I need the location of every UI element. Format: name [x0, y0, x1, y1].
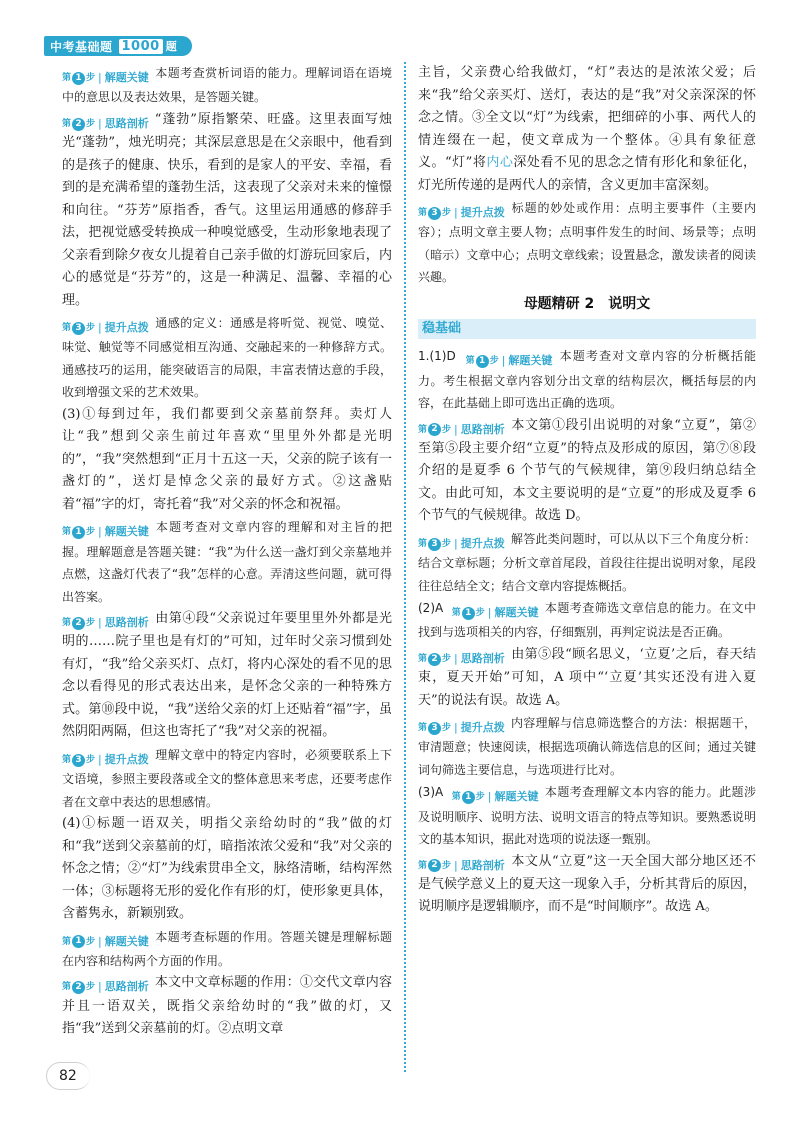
analysis-text: 本文中文章标题的作用：①交代文章内容并且一语双关，既指父亲给幼时的“我”做的灯，又指“我”送到父亲墓前的灯。②点明文章 — [62, 975, 392, 1036]
answer-block — [418, 415, 756, 528]
section-title: 母题精研 2 说明文 — [523, 295, 651, 312]
answer-block — [62, 744, 392, 813]
step-badge-2: 第 2 步 | 思路剖析 — [418, 858, 505, 872]
answer-block — [418, 528, 756, 597]
series-suffix: 题 — [165, 40, 178, 53]
step-badge-1: 第 1 步 | 解题关键 — [465, 354, 553, 368]
answer-block — [418, 345, 756, 414]
question-number: (3)A — [418, 785, 444, 800]
step-badge-1: 第 1 步 | 解题关键 — [62, 71, 149, 84]
analysis-text: 由第⑤段“顾名思义，‘立夏’之后，春天结束，夏天开始”可知，A 项中“‘立夏’其实还没有进入夏天”的说法有误。故选 A。 — [418, 646, 756, 708]
step-badge-3: 第 3 步 | 提升点拨 — [418, 721, 505, 734]
section-banner: 稳基础 — [418, 319, 756, 339]
step-badge-1: 第 1 步 | 解题关键 — [62, 525, 149, 539]
analysis-text: “蓬勃”原指繁荣、旺盛。这里表面写烛光“蓬勃”，烛光明亮；其深层意思是在父亲眼中，他看到的是孩子的健康、快乐，看到的是家人的平安、幸福，看到的是充满希望的蓬勃生活，这表现了父亲对未来的憧憬和向往。“芬芳”原指香，香气。这里运用通感的修辞手法，把视觉感受转换成一种嗅觉感受，生动形象地表现了父亲看到除夕夜女儿提着自己亲手做的灯游玩回家后，内心的感觉是“芬芳”的，这是一种满足、温馨、幸福的心理。 — [62, 111, 392, 308]
answer-block — [62, 109, 392, 312]
step-badge-2: 第 2 步 | 思路剖析 — [62, 616, 149, 629]
question-number: 1.(1)D — [418, 349, 456, 364]
highlight-text: 内心 — [486, 155, 514, 170]
tip-text: 内容理解与信息筛选整合的方法：根据题干，审清题意；快速阅读，根据选项确认筛选信息的区间；通过关键词句筛选主要信息，与选项进行比对。 — [418, 716, 756, 777]
answer-block — [418, 644, 756, 712]
answer-block — [62, 312, 392, 404]
analysis-text: 本文第①段引出说明的对象“立夏”，第②至第⑤段主要介绍“立夏”的特点及形成的原因，第⑦⑧段介绍的是夏季 6 个节气的气候规律，第⑨段归纳总结全文。由此可知，本文主要说明的是“立夏”的形成及夏季 6 个节气的气候规律。故选 D。 — [418, 417, 756, 524]
step-badge-3: 第 3 步 | 提升点拨 — [418, 206, 505, 219]
key-text: 本题考查理解文本内容的能力。此题涉及说明顺序、说明方法、说明文语言的特点等知识。要熟悉说明文的基本知识，据此对选项的说法逐一甄别。 — [418, 785, 756, 846]
step-badge-1: 第 1 步 | 解题关键 — [62, 934, 149, 948]
answer-block — [62, 608, 392, 744]
answer-text: (4)①标题一语双关，明指父亲给幼时的“我”做的灯和“我”送到父亲墓前的灯，暗指浓浓父爱和“我”对父亲的怀念之情；②“灯”为线索贯串全文，脉络清晰，结构浑然一体；③标题将无形的爱化作有形的灯，使形象更具体，含蓄隽永，新颖别致。 — [62, 816, 392, 921]
step-badge-3: 第 3 步 | 提升点拨 — [62, 752, 149, 766]
series-title: 中考基础题 — [50, 39, 113, 54]
tip-text: 解答此类问题时，可以从以下三个角度分析：结合文章标题；分析文章首尾段，首段往往提出说明对象，尾段往往总结全文；结合文章内容提炼概括。 — [418, 531, 756, 593]
tip-text: 标题的妙处或作用：点明主要事件（主要内容）；点明文章主要人物；点明事件发生的时间、场景等；点明（暗示）文章中心；点明文章线索；设置悬念，激发读者的阅读兴趣。 — [418, 201, 756, 285]
answer-block — [418, 712, 756, 781]
question-number: (2)A — [418, 601, 444, 615]
page-number: 82 — [46, 1062, 90, 1090]
answer-block — [62, 62, 392, 109]
answer-text: 主旨，父亲费心给我做灯，“灯”表达的是浓浓父爱；后来“我”给父亲买灯、送灯，表达的是“我”对父亲深深的怀念之情。③全文以“灯”为线索，把细碎的小事、两代人的情连缀在一起，使文章成为一个整体。④具有象征意义。“灯”将内心深处看不见的思念之情有形化和象征化，灯光所传递的是两代人的亲情，含义更加丰富深刻。 — [418, 65, 756, 193]
step-badge-1: 第 1 步 | 解题关键 — [451, 606, 539, 619]
right-column — [418, 62, 756, 919]
answer-block — [418, 851, 756, 919]
tip-text: 理解文章中的特定内容时，必须要联系上下文语境，参照主要段落或全文的整体意思来考虑，还要考虑作者在文章中表达的思想感情。 — [62, 747, 392, 809]
step-badge-2: 第 2 步 | 思路剖析 — [62, 116, 149, 130]
series-count: 1000 — [119, 39, 163, 54]
step-badge-2: 第 2 步 | 思路剖析 — [418, 651, 505, 665]
key-text: 本题考查筛选文章信息的能力。在文中找到与选项相关的内容，仔细甄别，再判定说法是否正确。 — [418, 601, 756, 640]
answer-block — [418, 197, 756, 289]
step-badge-2: 第 2 步 | 思路剖析 — [62, 980, 149, 994]
step-badge-3: 第 3 步 | 提升点拨 — [418, 536, 505, 550]
key-text: 本题考查对文章内容的分析概括能力。考生根据文章内容划分出文章的结构层次，概括每层的内容，在此基础上即可选出正确的选项。 — [418, 349, 756, 410]
column-divider — [404, 62, 406, 1072]
answer-text: (3)①每到过年，我们都要到父亲墓前祭拜。卖灯人让“我”想到父亲生前过年喜欢“里里外外都是光明的”，“我”突然想到“正月十五这一天，父亲的院子该有一盏灯的”，送灯是悼念父亲的最好方式。②这盏贴着“福”字的灯，寄托着“我”对父亲的怀念和祝福。 — [62, 406, 392, 512]
answer-block — [418, 597, 756, 644]
answer-block — [418, 781, 756, 850]
answer-block — [62, 972, 392, 1040]
tip-text: 通感的定义：通感是将听觉、视觉、嗅觉、味觉、触觉等不同感觉相互沟通、交融起来的一种修辞方式。通感技巧的运用，能突破语言的局限，丰富表情达意的手段，收到增强文采的艺术效果。 — [62, 316, 392, 400]
answer-block — [62, 516, 392, 608]
step-badge-3: 第 3 步 | 提升点拨 — [62, 321, 149, 334]
analysis-text: 由第④段“父亲说过年要里里外外都是光明的……院子里也是有灯的”可知，过年时父亲习惯到处有灯，“我”给父亲买灯、点灯，将内心深处的看不见的思念以看得见的形式表达出来，是怀念父亲的一种特殊方式。第⑩段中说，“我”送给父亲的灯上还贴着“福”字，虽然阴阳两隔，但这也寄托了“我”对父亲的祝福。 — [62, 611, 392, 740]
book-series-badge — [44, 36, 192, 56]
key-text: 本题考查标题的作用。答题关键是理解标题在内容和结构两个方面的作用。 — [62, 929, 392, 968]
step-badge-1: 第 1 步 | 解题关键 — [451, 790, 539, 804]
step-badge-2: 第 2 步 | 思路剖析 — [418, 422, 505, 436]
key-text: 本题考查对文章内容的理解和对主旨的把握。理解题意是答题关键：“我”为什么送一盏灯到父亲墓地并点燃，这盏灯代表了“我”怎样的心意。弄清这些问题，就可得出答案。 — [62, 520, 392, 604]
key-text: 本题考查赏析词语的能力。理解词语在语境中的意思以及表达效果，是答题关键。 — [62, 66, 392, 105]
analysis-text: 本文从“立夏”这一天全国大部分地区还不是气候学意义上的夏天这一现象入手，分析其背后的原因，说明顺序是逻辑顺序，而不是“时间顺序”。故选 A。 — [418, 853, 757, 915]
left-column — [62, 62, 392, 1041]
answer-block — [62, 926, 392, 973]
